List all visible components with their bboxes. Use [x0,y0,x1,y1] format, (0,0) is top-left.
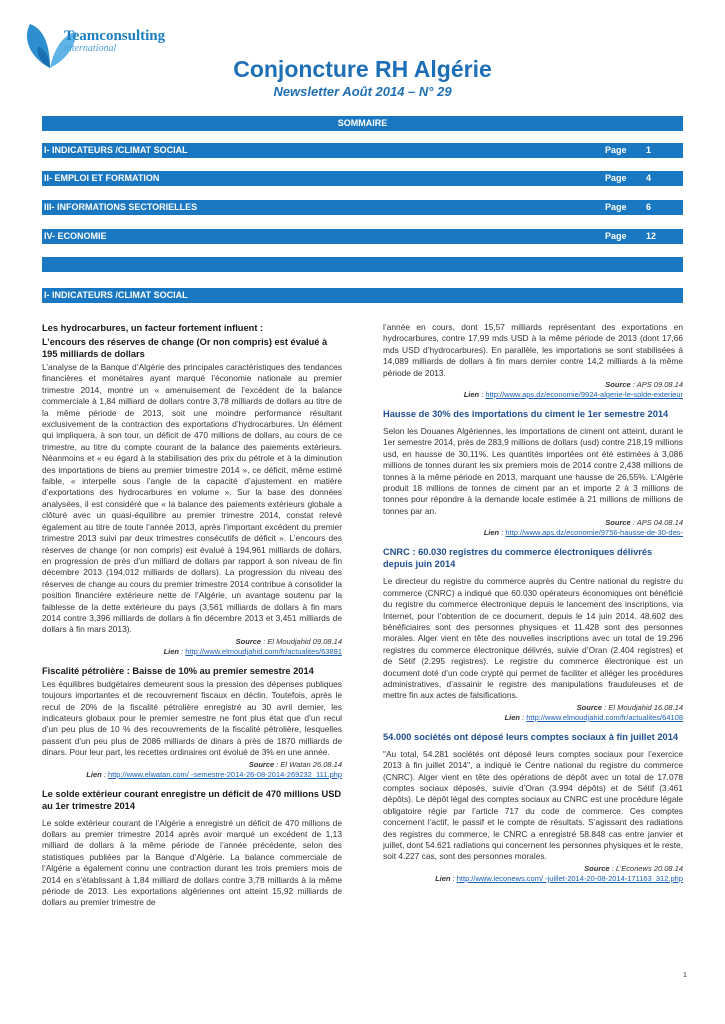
sommaire-item-label: I- INDICATEURS /CLIMAT SOCIAL [44,145,188,155]
source-label: Source [605,518,631,528]
source-text: : L’Econews 20.08.14 [609,863,683,873]
page-number: 1 [683,972,687,979]
left-column [42,322,342,909]
lien-label: Lien [463,390,480,400]
article-source [42,637,342,647]
sommaire-item-sectorielles[interactable] [42,200,683,215]
page-title: Conjoncture RH Algérie [233,56,492,82]
article-link-line: Lien : http://www.aps.dz/economie/9924-algerie-le-solde-exterieur [463,390,683,400]
divider-bar [42,257,683,272]
sommaire-item-emploi[interactable] [42,171,683,186]
article-link-line: Lien : http://www.elmoudjahid.com/fr/actualites/64108 [504,712,683,722]
article-body: Le directeur du registre du commerce auprès du Centre national du registre du commerce (CNRC) a indiqué que 60.030 opérateurs économiques ont bénéficié du registre du commerce électronique depuis le lancement des inscriptions, via Internet, pour l’obtention de ce document, depuis le 14 juin 2014. 48.602 des bénéficiaires sont des personnes physiques et 11.428 sont des personnes morales. Alger vient en tête des nouvelles inscriptions avec un total de 19.296 registres du commerce électronique délivrés, suivie d’Oran (2.404 registres) et de Sétif (2.295 registres). Le registre du commerce électronique est un document doté d’un code crypté qui permet de faciliter et alléger les procédures administratives, d’assainir le registre des manipulations frauduleuses et de mettre fin aux actes de falsifications. [383,576,683,701]
source-text: : El Watan 26.08.14 [274,759,342,769]
article-link-line: Lien : http://www.elmoudjahid.com/fr/actualites/63891 [163,646,342,656]
article-link-line: Lien : http://www.elwatan.com/ -semestre-2014-26-08-2014-269232_111.php [86,769,342,779]
source-label: Source [584,863,610,873]
page-subtitle: Newsletter Août 2014 – N° 29 [273,84,452,99]
right-column [383,322,683,884]
source-label: Source [235,636,262,646]
sommaire-item-economie[interactable] [42,229,683,244]
sommaire-page-number: 12 [646,231,657,241]
article-body: Selon les Douanes Algériennes, les importations de ciment ont atteint, durant le 1er semestre 2014, près de 283,9 millions de dollars (usd) contre 218,19 millions usd, en hausse de 30,11%. Les quantités importées ont été estimées à 3,086 millions de tonnes durant les six premiers mois de 2014 contre 2,438 millions de tonnes à la même période en 2013, marquant une hausse de 26,55%. L’Algérie produit 18 millions de tonnes de ciment par an et importe 2 à 3 millions de tonnes pour répondre à la demande locale estimée à 21 millions de millions de tonnes par an. [383,426,683,516]
article-heading: L’encours des réserves de change (Or non compris) est évalué à 195 milliards de dollars [42,337,328,359]
source-label: Source [605,380,631,390]
article-body: L’analyse de la Banque d’Algérie des principales caractéristiques des tendances financières et monétaires ayant marqué l’économie nationale au premier trimestre 2014, montre un « amenuisement de l’excédent de la balance commerciale à 1,84 milliard de dollars contre 3,78 milliards de dollars au titre de la même période de 2013, soit une moindre performance résultant exclusivement de la contraction des exportations d’hydrocarbures. Un élément qui impliquera, à son tour, un déficit de 470 millions de dollars, au cours de ce trimestre, au titre du compte courant de la balance des paiements extérieurs. Néanmoins et « eu égard à la stabilisation des prix du pétrole et à la diminution des importations de biens au premier trimestre 2014 », ce déficit, même estimé faible, « interpelle sous l’angle de la capacité d’ajustement en matière d’exportations des hydrocarbures en volume ». Sur la base des données analysées, il est considéré que « la balance des paiements extérieurs globale a clôturé avec un quasi-équilibre au premier trimestre 2014, constat relevé également au titre de toute l’année 2013, après l’important excédent du premier trimestre 2013 suivi par deux trimestres consécutifs de déficit ». L’encours des réserves de change (or non compris) est évalué à 194,961 milliards de dollars, en progression de près d’un milliard de dollars par rapport à son niveau de fin décembre 2013 (194,012 milliards de dollars). La progression du niveau des réserves de change au cours du premier trimestre 2014 contribue à consolider la position financière extérieure nette de l’Algérie, un avantage soutenu par la faiblesse de la dette extérieure du pays (3,561 milliards de dollars à fin mars 2014 contre 3,396 milliards de dollars à fin décembre 2013 et 3,451 milliards de dollars à fin mars 2013). [42,362,342,635]
sommaire-bar [42,116,683,131]
sommaire-label: SOMMAIRE [337,118,388,128]
sommaire-item-label: III- INFORMATIONS SECTORIELLES [44,202,198,212]
source-label: Source [576,702,603,712]
lien-label: Lien [86,769,102,779]
source-text: : El Moudjahid 09.08.14 [261,636,342,646]
article-source [383,518,683,528]
article-body: l’année en cours, dont 15,57 milliards représentant des exportations en hydrocarbures, contre 17,99 mds USD à la même période de 2013 (dont 17,66 mds USD d’hydrocarbures). En parallèle, les importations se sont stabilisées à 14,089 milliards de dollars à fin mars dernier contre 14,2 milliards à la même période de 2013. [383,322,683,378]
article-link[interactable]: http://www.elmoudjahid.com/fr/actualites/63891 [185,646,342,656]
sommaire-page-number: 1 [646,145,652,155]
logo-subtitle: international [64,43,117,54]
lien-label: Lien [435,873,451,883]
article-link[interactable]: http://www.aps.dz/economie/9756-hausse-de-30-des- [505,528,683,538]
article-body: "Au total, 54.281 sociétés ont déposé leurs comptes sociaux pour l’exercice 2013 à fin juillet 2014", a indiqué le Centre national du registre du commerce (CNRC). Alger vient en tête des opérations de dépôt avec un total de 17.078 comptes sociaux déposés, suivie d’Oran (3.994 dépôts) et de Sétif (3.461 dépôts). Le dépôt légal des comptes sociaux au CNRC est une procédure légale obligatoire régie par l’article 717 du code de commerce. Ces comptes concernent l’actif, le passif et le compte de résultats. S’agissant des radiations des registres du commerce, le CNRC a enregistré 58.848 cas entre janvier et juillet, dont 54.621 radiations qui concernent les personnes physiques et le reste, soit 4.227 cas, sont des personnes morales. [383,748,683,862]
article-body: Les équilibres budgétaires demeurent sous la pression des dépenses publiques toujours importantes et de recouvrement fiscaux en déclin. Toutefois, après le recul de 20% de la fiscalité pétrolière enregistré au 30 avril dernier, les indicateurs globaux pour le premier semestre ne font plus état que d’un recul d’un peu plus de 10 % des recouvrements de la fiscalité pétrolière, lesquelles passent d’un peu plus de 2086 milliards de dinars à près de 1870 milliards de dinars. Pour leur part, les recettes ordinaires ont évolué de 3% en une année. [42,678,342,758]
source-label: Source [248,759,275,769]
article-source [383,380,683,390]
article-link-line: Lien : http://www.leconews.com/ -juillet-2014-20-08-2014-171163_312.php [435,873,683,883]
article-heading: Le solde extérieur courant enregistre un déficit de 470 millions USD au 1er trimestre 2014 [42,788,342,811]
article-body: Le solde extérieur courant de l’Algérie a enregistré un déficit de 470 millions de dollars au premier trimestre 2014 après avoir marqué un excédent de 1,13 milliard de dollars à la même période de l’année précédente, selon des statistiques publiées par la Banque d’Algérie. La balance commerciale de l’Algérie a également connu une contraction durant les trois premiers mois de 2014 en s’établissant à 1,84 milliard de dollars contre 3,78 milliards à la même période de 2013. Les exportations algériennes ont atteint 15,92 milliards de dollars au premier trimestre de [42,817,342,908]
logo-name: Teamconsulting [64,28,166,44]
sommaire-page-number: 4 [646,173,652,183]
source-text: : APS 04.08.14 [630,518,683,528]
lien-label: Lien [483,528,500,538]
sommaire-item-label: II- EMPLOI ET FORMATION [44,173,160,183]
source-text: : El Moudjahid 16.08.14 [602,702,683,712]
lien-label: Lien [163,646,179,656]
article-link[interactable]: http://www.leconews.com/ -juillet-2014-20-08-2014-171163_312.php [456,873,683,883]
sommaire-item-label: IV- ECONOMIE [44,231,107,241]
article-link[interactable]: http://www.elwatan.com/ -semestre-2014-26-08-2014-269232_111.php [107,769,342,779]
sommaire-item-indicateurs[interactable] [42,143,683,158]
sommaire-page-label: Page [605,231,627,241]
article-heading: Fiscalité pétrolière : Baisse de 10% au premier semestre 2014 [42,665,314,676]
sommaire-page-label: Page [605,173,627,183]
article-heading: Hausse de 30% des importations du ciment le 1er semestre 2014 [383,409,669,420]
article-link[interactable]: http://www.aps.dz/economie/9924-algerie-le-solde-exterieur [485,390,683,400]
sommaire-page-label: Page [605,202,627,212]
section-label: I- INDICATEURS /CLIMAT SOCIAL [44,290,188,300]
lien-label: Lien [504,712,520,722]
article-heading: 54.000 sociétés ont déposé leurs comptes sociaux à fin juillet 2014 [383,731,679,742]
section-bar [42,288,683,303]
source-text: : APS 09.08.14 [630,380,683,390]
article-heading: CNRC : 60.030 registres du commerce électroniques délivrés depuis juin 2014 [383,547,653,570]
article-link[interactable]: http://www.elmoudjahid.com/fr/actualites/64108 [526,712,683,722]
article-kicker: Les hydrocarbures, un facteur fortement influent : [42,323,264,333]
article-link-line: Lien : http://www.aps.dz/economie/9756-hausse-de-30-des- [483,528,683,538]
sommaire-page-number: 6 [646,202,652,212]
article-source [383,864,683,874]
article-source [383,703,683,713]
sommaire-page-label: Page [605,145,627,155]
article-source [42,760,342,770]
